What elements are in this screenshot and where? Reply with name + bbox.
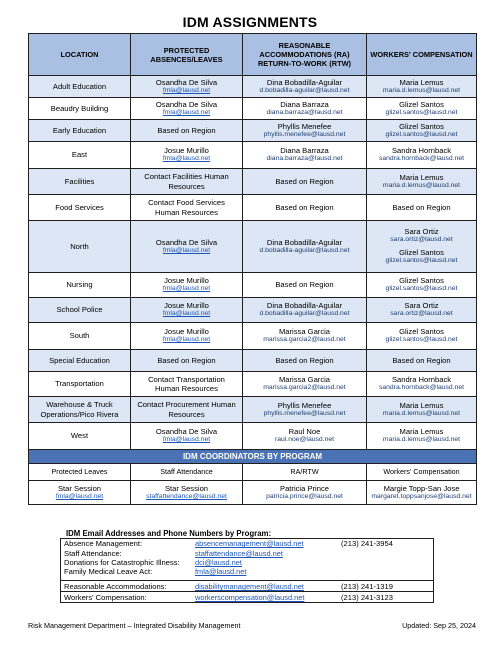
protected-leaves-cell: Contact Procurement Human Resources	[131, 397, 243, 423]
location-cell: Early Education	[29, 120, 131, 142]
protected-leaves-cell: Contact Transportation Human Resources	[131, 372, 243, 397]
email-text: patricia.prince@lausd.net	[266, 492, 343, 500]
coordinator-program-label: Protected Leaves	[29, 464, 131, 481]
table-row	[29, 98, 477, 120]
footer-department: Risk Management Department – Integrated Disability Management	[28, 621, 241, 630]
coordinator-cell: Star Session staffattendance@lausd.net	[131, 481, 243, 505]
email-link[interactable]: fmla@lausd.net	[162, 108, 211, 116]
protected-leaves-cell: Based on Region	[131, 120, 243, 142]
page-title: IDM ASSIGNMENTS	[182, 14, 318, 30]
wc-cell: Sara Ortiz sara.ortiz@lausd.net Glizel Santos glizel.santos@lausd.net	[367, 221, 477, 273]
location-cell: East	[29, 142, 131, 169]
email-text: maria.d.lemus@lausd.net	[382, 86, 461, 94]
protected-leaves-cell: Contact Facilities Human Resources	[131, 169, 243, 195]
ra-cell: Phyllis Menefee phyllis.menefee@lausd.net	[243, 397, 367, 423]
coordinators-label-row	[29, 464, 477, 481]
wc-cell: Sandra Hornback sandra.hornback@lausd.net	[367, 142, 477, 169]
location-cell: West	[29, 423, 131, 450]
coordinator-program-label: Workers' Compensation	[367, 464, 477, 481]
contact-row: Workers' Compensation: workerscompensation@lausd.net (213) 241-3123	[61, 591, 433, 602]
header-protected-leaves: PROTECTED ABSENCES/LEAVES	[131, 34, 243, 76]
email-link[interactable]: fmla@lausd.net	[162, 310, 211, 318]
email-link[interactable]: fmla@lausd.net	[162, 246, 211, 254]
contacts-heading: IDM Email Addresses and Phone Numbers by Program:	[66, 529, 272, 538]
ra-cell: Raul Noe raul.noe@lausd.net	[243, 423, 367, 450]
email-text: glizel.santos@lausd.net	[385, 130, 458, 138]
ra-cell: Based on Region	[243, 350, 367, 372]
location-cell: Adult Education	[29, 76, 131, 98]
email-link[interactable]: disabilitymanagement@lausd.net	[195, 582, 304, 592]
email-text: diana.barraza@lausd.net	[266, 108, 343, 116]
protected-leaves-cell: Osandha De Silva fmla@lausd.net	[131, 221, 243, 273]
email-text: glizel.santos@lausd.net	[385, 285, 458, 293]
email-text: diana.barraza@lausd.net	[266, 155, 343, 163]
ra-cell: Based on Region	[243, 195, 367, 221]
wc-cell: Maria Lemus maria.d.lemus@lausd.net	[367, 169, 477, 195]
email-link[interactable]: fmla@lausd.net	[162, 336, 211, 344]
wc-cell: Maria Lemus maria.d.lemus@lausd.net	[367, 397, 477, 423]
contacts-box	[60, 538, 434, 603]
table-row	[29, 221, 477, 273]
ra-cell: Dina Bobadilla-Aguilar d.bobadilla-aguilar@lausd.net	[243, 76, 367, 98]
location-cell: Transportation	[29, 372, 131, 397]
header-location: LOCATION	[29, 34, 131, 76]
contact-row: Family Medical Leave Act: fmla@lausd.net	[61, 567, 433, 576]
protected-leaves-cell: Contact Food Services Human Resources	[131, 195, 243, 221]
contact-row: Donations for Catastrophic Illness: dci@lausd.net	[61, 558, 433, 567]
ra-cell: Based on Region	[243, 169, 367, 195]
protected-leaves-cell: Josue Murillo fmla@lausd.net	[131, 323, 243, 350]
email-text: glizel.santos@lausd.net	[385, 336, 458, 344]
email-link[interactable]: fmla@lausd.net	[162, 155, 211, 163]
table-row	[29, 372, 477, 397]
ra-cell: Dina Bobadilla-Aguilar d.bobadilla-aguilar@lausd.net	[243, 221, 367, 273]
contact-row: Staff Attendance: staffattendance@lausd.net	[61, 549, 433, 558]
footer-updated-date: Updated: Sep 25, 2024	[402, 621, 476, 630]
header-reasonable-accommodations: REASONABLE ACCOMMODATIONS (RA) RETURN-TO-WORK (RTW)	[243, 34, 367, 76]
email-link[interactable]: absencemanagement@lausd.net	[195, 539, 304, 549]
email-link[interactable]: dci@lausd.net	[195, 557, 242, 567]
table-row	[29, 323, 477, 350]
wc-cell: Based on Region	[367, 350, 477, 372]
email-text: maria.d.lemus@lausd.net	[382, 436, 461, 444]
ra-cell: Based on Region	[243, 273, 367, 298]
coordinator-cell: Star Session fmla@lausd.net	[29, 481, 131, 505]
table-row	[29, 76, 477, 98]
email-text: phyllis.menefee@lausd.net	[263, 130, 346, 138]
wc-cell: Glizel Santos glizel.santos@lausd.net	[367, 273, 477, 298]
location-cell: Facilities	[29, 169, 131, 195]
email-link[interactable]: staffattendance@lausd.net	[146, 492, 227, 500]
email-text: raul.noe@lausd.net	[274, 436, 335, 444]
wc-cell: Based on Region	[367, 195, 477, 221]
coordinators-heading-row	[29, 450, 477, 464]
email-link[interactable]: staffattendance@lausd.net	[195, 548, 283, 558]
email-link[interactable]: fmla@lausd.net	[162, 86, 211, 94]
ra-cell: Phyllis Menefee phyllis.menefee@lausd.net	[243, 120, 367, 142]
contact-row: Absence Management: absencemanagement@lausd.net (213) 241-3954	[64, 539, 393, 549]
email-link[interactable]: fmla@lausd.net	[195, 567, 247, 577]
email-text: phyllis.menefee@lausd.net	[263, 409, 346, 417]
header-workers-compensation: WORKERS' COMPENSATION	[367, 34, 477, 76]
email-text: marissa.garcia2@lausd.net	[263, 384, 346, 392]
wc-cell: Maria Lemus maria.d.lemus@lausd.net	[367, 76, 477, 98]
location-cell: North	[29, 221, 131, 273]
email-text: maria.d.lemus@lausd.net	[382, 409, 461, 417]
table-row	[29, 195, 477, 221]
location-cell: Nursing	[29, 273, 131, 298]
wc-cell: Sara Ortiz sara.ortiz@lausd.net	[367, 298, 477, 323]
ra-cell: Dina Bobadilla-Aguilar d.bobadilla-aguilar@lausd.net	[243, 298, 367, 323]
coordinators-name-row	[29, 481, 477, 505]
protected-leaves-cell: Josue Murillo fmla@lausd.net	[131, 273, 243, 298]
email-text: sara.ortiz@lausd.net	[390, 236, 453, 244]
protected-leaves-cell: Based on Region	[131, 350, 243, 372]
table-row	[29, 120, 477, 142]
email-link[interactable]: fmla@lausd.net	[162, 436, 211, 444]
email-link[interactable]: fmla@lausd.net	[55, 492, 104, 500]
location-cell: Special Education	[29, 350, 131, 372]
table-row	[29, 298, 477, 323]
ra-cell: Marissa Garcia marissa.garcia2@lausd.net	[243, 372, 367, 397]
email-text: sandra.hornback@lausd.net	[378, 384, 465, 392]
email-text: sandra.hornback@lausd.net	[378, 155, 465, 163]
table-row	[29, 142, 477, 169]
location-cell: Beaudry Building	[29, 98, 131, 120]
email-link[interactable]: fmla@lausd.net	[162, 285, 211, 293]
coordinator-program-label: Staff Attendance	[131, 464, 243, 481]
wc-cell: Glizel Santos glizel.santos@lausd.net	[367, 120, 477, 142]
table-row	[29, 273, 477, 298]
ra-cell: Diana Barraza diana.barraza@lausd.net	[243, 98, 367, 120]
wc-cell: Glizel Santos glizel.santos@lausd.net	[367, 98, 477, 120]
protected-leaves-cell: Josue Murillo fmla@lausd.net	[131, 142, 243, 169]
wc-cell: Sandra Hornback sandra.hornback@lausd.net	[367, 372, 477, 397]
coordinator-program-label: RA/RTW	[243, 464, 367, 481]
email-text: d.bobadilla-aguilar@lausd.net	[259, 310, 350, 318]
coordinators-heading: IDM COORDINATORS BY PROGRAM	[29, 450, 477, 464]
table-row	[29, 169, 477, 195]
table-header-row	[29, 34, 477, 76]
table-row	[29, 350, 477, 372]
footer	[28, 621, 476, 630]
protected-leaves-cell: Josue Murillo fmla@lausd.net	[131, 298, 243, 323]
email-text: sara.ortiz@lausd.net	[390, 310, 453, 318]
email-text: maria.d.lemus@lausd.net	[382, 181, 461, 189]
location-cell: School Police	[29, 298, 131, 323]
wc-cell: Maria Lemus maria.d.lemus@lausd.net	[367, 423, 477, 450]
email-text: marissa.garcia2@lausd.net	[263, 336, 346, 344]
protected-leaves-cell: Osandha De Silva fmla@lausd.net	[131, 98, 243, 120]
email-text: d.bobadilla-aguilar@lausd.net	[259, 86, 350, 94]
location-cell: South	[29, 323, 131, 350]
wc-cell: Glizel Santos glizel.santos@lausd.net	[367, 323, 477, 350]
ra-cell: Marissa Garcia marissa.garcia2@lausd.net	[243, 323, 367, 350]
location-cell: Warehouse & Truck Operations/Pico Rivera	[29, 397, 131, 423]
contacts-section	[60, 529, 434, 603]
protected-leaves-cell: Osandha De Silva fmla@lausd.net	[131, 76, 243, 98]
email-text: d.bobadilla-aguilar@lausd.net	[259, 246, 350, 254]
email-link[interactable]: workerscompensation@lausd.net	[195, 593, 305, 603]
location-cell: Food Services	[29, 195, 131, 221]
coordinator-cell: Patricia Prince patricia.prince@lausd.net	[243, 481, 367, 505]
table-row	[29, 397, 477, 423]
contact-row: Reasonable Accommodations: disabilitymanagement@lausd.net (213) 241-1319	[61, 580, 433, 591]
email-text: glizel.santos@lausd.net	[385, 257, 458, 265]
assignments-table	[28, 33, 477, 505]
email-text: margaret.toppsanjose@lausd.net	[371, 492, 472, 500]
protected-leaves-cell: Osandha De Silva fmla@lausd.net	[131, 423, 243, 450]
coordinator-cell: Margie Topp-San Jose margaret.toppsanjose@lausd.net	[367, 481, 477, 505]
ra-cell: Diana Barraza diana.barraza@lausd.net	[243, 142, 367, 169]
email-text: glizel.santos@lausd.net	[385, 108, 458, 116]
table-row	[29, 423, 477, 450]
